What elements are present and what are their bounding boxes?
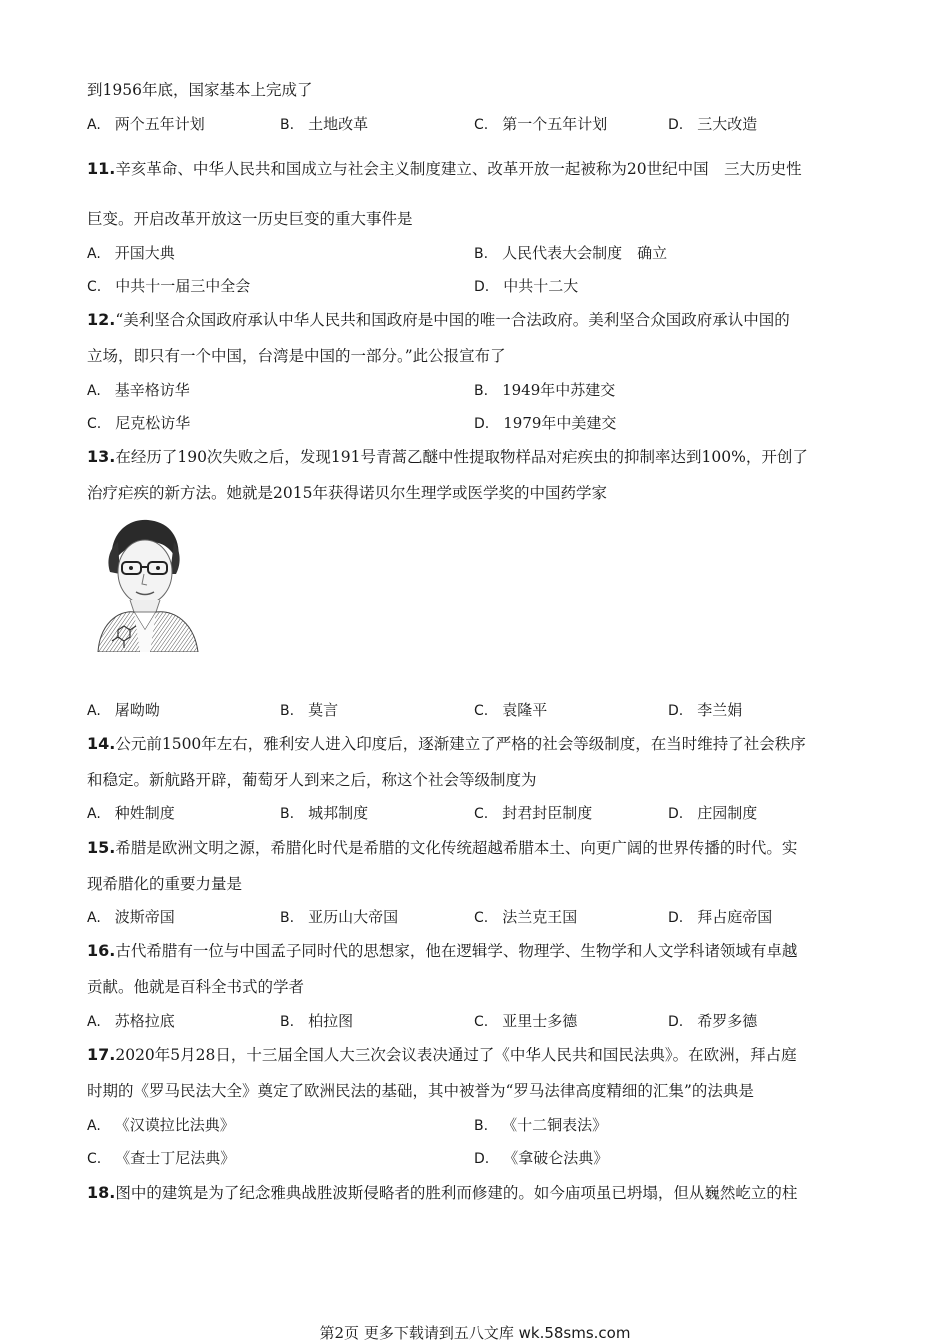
option-a: A. 屠呦呦 (87, 701, 160, 719)
portrait-image (90, 512, 200, 652)
option-d: D. 《拿破仑法典》 (474, 1149, 609, 1167)
question-17-line1: 17.2020年5月28日，十三届全国人大三次会议表决通过了《中华人民共和国民法典》。在欧洲，拜占庭 (87, 1045, 797, 1064)
question-16-line2: 贡献。他就是百科全书式的学者 (87, 978, 305, 996)
option-c: C. 封君封臣制度 (474, 804, 593, 822)
option-a: A. 开国大典 (87, 244, 175, 262)
question-stem: 到1956年底，国家基本上完成了 (87, 81, 313, 99)
question-number: 14. (87, 734, 116, 753)
question-14-line2: 和稳定。新航路开辟，葡萄牙人到来之后，称这个社会等级制度为 (87, 771, 537, 789)
option-d: D. 拜占庭帝国 (668, 908, 773, 926)
option-d: D. 1979年中美建交 (474, 414, 617, 432)
question-number: 15. (87, 838, 116, 857)
option-c: C. 《查士丁尼法典》 (87, 1149, 236, 1167)
option-c: C. 袁隆平 (474, 701, 548, 719)
question-11-line1: 11.辛亥革命、中华人民共和国成立与社会主义制度建立、改革开放一起被称为20世纪中国 三大历史性 (87, 159, 802, 178)
option-b: B. 莫言 (280, 701, 339, 719)
option-d: D. 希罗多德 (668, 1012, 758, 1030)
option-c: C. 亚里士多德 (474, 1012, 578, 1030)
option-b: B. 城邦制度 (280, 804, 369, 822)
option-b: B. 土地改革 (280, 115, 369, 133)
question-13-line1: 13.在经历了190次失败之后，发现191号青蒿乙醚中性提取物样品对疟疾虫的抑制率达到100%，开创了 (87, 447, 808, 466)
option-c: C. 法兰克王国 (474, 908, 578, 926)
option-d: D. 庄园制度 (668, 804, 758, 822)
option-a: A. 波斯帝国 (87, 908, 175, 926)
question-number: 11. (87, 159, 116, 178)
question-14-line1: 14.公元前1500年左右，雅利安人进入印度后，逐渐建立了严格的社会等级制度，在当时维持了社会秩序 (87, 734, 806, 753)
question-13-line2: 治疗疟疾的新方法。她就是2015年获得诺贝尔生理学或医学奖的中国药学家 (87, 484, 607, 502)
option-b: B. 人民代表大会制度 确立 (474, 244, 668, 262)
option-a: A. 基辛格访华 (87, 381, 190, 399)
option-b: B. 柏拉图 (280, 1012, 354, 1030)
question-15-line2: 现希腊化的重要力量是 (87, 875, 243, 893)
question-18-line1: 18.图中的建筑是为了纪念雅典战胜波斯侵略者的胜利而修建的。如今庙项虽已坍塌，但从巍然屹立的柱 (87, 1183, 798, 1202)
option-b: B. 1949年中苏建交 (474, 381, 616, 399)
option-c: C. 中共十一届三中全会 (87, 277, 251, 295)
option-d: D. 中共十二大 (474, 277, 579, 295)
question-number: 13. (87, 447, 116, 466)
question-number: 12. (87, 310, 116, 329)
question-12-line2: 立场，即只有一个中国，台湾是中国的一部分。”此公报宣布了 (87, 347, 506, 365)
question-16-line1: 16.古代希腊有一位与中国孟子同时代的思想家，他在逻辑学、物理学、生物学和人文学科诸领域有卓越 (87, 941, 798, 960)
option-a: A. 《汉谟拉比法典》 (87, 1116, 235, 1134)
question-number: 17. (87, 1045, 116, 1064)
question-11-line2: 巨变。开启改革开放这一历史巨变的重大事件是 (87, 210, 413, 228)
question-17-line2: 时期的《罗马民法大全》奠定了欧洲民法的基础，其中被誉为“罗马法律高度精细的汇集”的法典是 (87, 1082, 754, 1100)
option-d: D. 李兰娟 (668, 701, 743, 719)
question-number: 18. (87, 1183, 116, 1202)
option-b: B. 亚历山大帝国 (280, 908, 399, 926)
option-a: A. 苏格拉底 (87, 1012, 175, 1030)
option-c: C. 尼克松访华 (87, 414, 191, 432)
page-footer: 第2页 更多下载请到五八文库 wk.58sms.com (319, 1324, 631, 1342)
footer-link[interactable]: wk.58sms.com (518, 1324, 631, 1342)
option-b: B. 《十二铜表法》 (474, 1116, 608, 1134)
question-15-line1: 15.希腊是欧洲文明之源，希腊化时代是希腊的文化传统超越希腊本土、向更广阔的世界传播的时代。实 (87, 838, 798, 857)
option-a: A. 两个五年计划 (87, 115, 205, 133)
question-12-line1: 12.“美利坚合众国政府承认中华人民共和国政府是中国的唯一合法政府。美利坚合众国政府承认中国的 (87, 310, 790, 329)
option-a: A. 种姓制度 (87, 804, 175, 822)
option-c: C. 第一个五年计划 (474, 115, 608, 133)
question-number: 16. (87, 941, 116, 960)
option-d: D. 三大改造 (668, 115, 758, 133)
